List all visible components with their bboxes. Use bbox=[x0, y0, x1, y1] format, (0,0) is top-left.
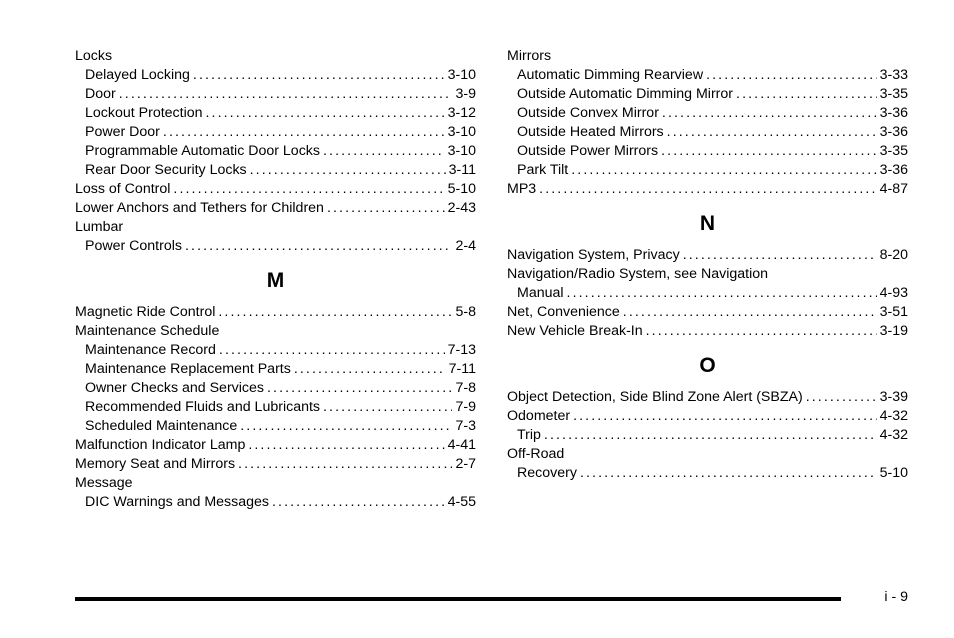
entry-page-ref: 3-19 bbox=[879, 323, 908, 339]
index-entry bbox=[75, 218, 476, 237]
entry-text: Net, Convenience bbox=[507, 304, 620, 320]
entry-text: DIC Warnings and Messages bbox=[85, 494, 269, 510]
entry-page-ref: 7-8 bbox=[455, 380, 476, 396]
index-subentry bbox=[507, 284, 908, 303]
entry-text: Trip bbox=[517, 427, 541, 443]
entry-text: Delayed Locking bbox=[85, 67, 190, 83]
entry-text: Outside Power Mirrors bbox=[517, 143, 659, 159]
index-subentry bbox=[75, 417, 476, 436]
entry-page-ref: 3-11 bbox=[448, 162, 476, 178]
index-subentry bbox=[507, 464, 908, 483]
index-entry bbox=[75, 322, 476, 341]
dot-leader bbox=[267, 379, 452, 398]
index-entry bbox=[75, 303, 476, 322]
index-entry bbox=[507, 388, 908, 407]
entry-text: Power Door bbox=[85, 124, 160, 140]
dot-leader bbox=[294, 360, 446, 379]
dot-leader bbox=[250, 161, 446, 180]
entry-text: Park Tilt bbox=[517, 162, 569, 178]
index-column-left bbox=[75, 47, 476, 512]
entry-text: MP3 bbox=[507, 181, 537, 197]
index-entry bbox=[75, 199, 476, 218]
index-letter-heading: M bbox=[266, 269, 285, 292]
dot-leader bbox=[240, 417, 452, 436]
index-entry bbox=[507, 47, 908, 66]
index-subentry bbox=[507, 426, 908, 445]
entry-page-ref: 2-43 bbox=[447, 200, 476, 216]
index-subentry bbox=[507, 123, 908, 142]
footer-rule bbox=[75, 597, 841, 601]
index-entry bbox=[75, 47, 476, 66]
entry-text: Power Controls bbox=[85, 238, 182, 254]
dot-leader bbox=[323, 398, 452, 417]
index-subentry bbox=[75, 237, 476, 256]
dot-leader bbox=[736, 85, 877, 104]
entry-text: Navigation System, Privacy bbox=[507, 247, 680, 263]
index-group bbox=[507, 246, 908, 341]
dot-leader bbox=[323, 142, 445, 161]
entry-page-ref: 3-33 bbox=[879, 67, 908, 83]
index-entry bbox=[507, 445, 908, 464]
index-subentry bbox=[75, 360, 476, 379]
dot-leader bbox=[806, 388, 877, 407]
dot-leader bbox=[327, 199, 445, 218]
dot-leader bbox=[623, 303, 877, 322]
entry-text: Odometer bbox=[507, 408, 571, 424]
dot-leader bbox=[646, 322, 877, 341]
entry-page-ref: 3-36 bbox=[879, 124, 908, 140]
entry-text: Mirrors bbox=[507, 48, 552, 64]
dot-leader bbox=[272, 493, 445, 512]
dot-leader bbox=[573, 407, 877, 426]
dot-leader bbox=[163, 123, 445, 142]
entry-text: Malfunction Indicator Lamp bbox=[75, 437, 246, 453]
entry-text: Outside Heated Mirrors bbox=[517, 124, 664, 140]
index-letter-heading: O bbox=[699, 354, 716, 377]
index-group bbox=[75, 47, 476, 256]
entry-page-ref: 3-51 bbox=[879, 304, 908, 320]
entry-page-ref: 3-10 bbox=[447, 143, 476, 159]
index-letter-heading: N bbox=[699, 212, 716, 235]
entry-page-ref: 4-32 bbox=[879, 408, 908, 424]
entry-page-ref: 5-10 bbox=[879, 465, 908, 481]
entry-page-ref: 4-87 bbox=[879, 181, 908, 197]
index-entry bbox=[75, 180, 476, 199]
dot-leader bbox=[206, 104, 445, 123]
index-entry bbox=[507, 407, 908, 426]
entry-text: Outside Automatic Dimming Mirror bbox=[517, 86, 734, 102]
index-group bbox=[507, 47, 908, 199]
entry-text: Owner Checks and Services bbox=[85, 380, 264, 396]
entry-page-ref: 7-9 bbox=[455, 399, 476, 415]
entry-text: Maintenance Record bbox=[85, 342, 216, 358]
index-subentry bbox=[75, 85, 476, 104]
entry-page-ref: 3-36 bbox=[879, 162, 908, 178]
index-subentry bbox=[75, 66, 476, 85]
entry-text: Scheduled Maintenance bbox=[85, 418, 238, 434]
index-entry bbox=[507, 265, 908, 284]
dot-leader bbox=[567, 284, 877, 303]
index-subentry bbox=[75, 104, 476, 123]
entry-page-ref: 3-35 bbox=[879, 143, 908, 159]
index-subentry bbox=[507, 85, 908, 104]
index-subentry bbox=[75, 161, 476, 180]
dot-leader bbox=[706, 66, 877, 85]
index-subentry bbox=[75, 493, 476, 512]
index-group bbox=[507, 388, 908, 483]
dot-leader bbox=[193, 66, 445, 85]
entry-text: Lockout Protection bbox=[85, 105, 203, 121]
entry-text: Outside Convex Mirror bbox=[517, 105, 659, 121]
index-entry bbox=[75, 455, 476, 474]
entry-text: Recommended Fluids and Lubricants bbox=[85, 399, 321, 415]
entry-text: Loss of Control bbox=[75, 181, 171, 197]
entry-text: Manual bbox=[517, 285, 564, 301]
entry-page-ref: 3-39 bbox=[879, 389, 908, 405]
index-subentry bbox=[75, 379, 476, 398]
entry-text: Off-Road bbox=[507, 446, 565, 462]
entry-page-ref: 4-93 bbox=[879, 285, 908, 301]
entry-page-ref: 7-3 bbox=[455, 418, 476, 434]
index-group bbox=[75, 303, 476, 512]
index-entry bbox=[507, 246, 908, 265]
entry-text: Automatic Dimming Rearview bbox=[517, 67, 704, 83]
dot-leader bbox=[662, 104, 877, 123]
entry-page-ref: 3-12 bbox=[447, 105, 476, 121]
index-entry bbox=[507, 180, 908, 199]
entry-page-ref: 2-7 bbox=[455, 456, 476, 472]
dot-leader bbox=[539, 180, 876, 199]
dot-leader bbox=[571, 161, 876, 180]
index-entry bbox=[507, 303, 908, 322]
entry-text: Door bbox=[85, 86, 116, 102]
dot-leader bbox=[544, 426, 877, 445]
entry-text: Lumbar bbox=[75, 219, 124, 235]
entry-text: Locks bbox=[75, 48, 113, 64]
dot-leader bbox=[661, 142, 876, 161]
entry-page-ref: 3-35 bbox=[879, 86, 908, 102]
entry-page-ref: 5-10 bbox=[447, 181, 476, 197]
dot-leader bbox=[219, 341, 445, 360]
entry-page-ref: 7-13 bbox=[447, 342, 476, 358]
index-subentry bbox=[75, 341, 476, 360]
entry-text: Memory Seat and Mirrors bbox=[75, 456, 236, 472]
entry-page-ref: 2-4 bbox=[455, 238, 476, 254]
entry-text: Object Detection, Side Blind Zone Alert (SBZA) bbox=[507, 389, 803, 405]
entry-page-ref: 3-9 bbox=[455, 86, 476, 102]
index-subentry bbox=[507, 104, 908, 123]
dot-leader bbox=[667, 123, 877, 142]
dot-leader bbox=[580, 464, 877, 483]
entry-page-ref: 7-11 bbox=[448, 361, 476, 377]
dot-leader bbox=[248, 436, 444, 455]
index-subentry bbox=[75, 123, 476, 142]
dot-leader bbox=[683, 246, 877, 265]
entry-page-ref: 4-55 bbox=[447, 494, 476, 510]
dot-leader bbox=[218, 303, 452, 322]
index-subentry bbox=[507, 161, 908, 180]
entry-text: Rear Door Security Locks bbox=[85, 162, 247, 178]
index-entry bbox=[507, 322, 908, 341]
entry-text: Navigation/Radio System, see Navigation bbox=[507, 266, 769, 282]
dot-leader bbox=[238, 455, 452, 474]
entry-text: Lower Anchors and Tethers for Children bbox=[75, 200, 324, 216]
entry-text: Magnetic Ride Control bbox=[75, 304, 216, 320]
entry-page-ref: 4-41 bbox=[447, 437, 476, 453]
entry-page-ref: 3-10 bbox=[447, 67, 476, 83]
entry-page-ref: 5-8 bbox=[455, 304, 476, 320]
entry-text: New Vehicle Break-In bbox=[507, 323, 643, 339]
index-entry bbox=[75, 436, 476, 455]
index-subentry bbox=[507, 66, 908, 85]
entry-text: Maintenance Replacement Parts bbox=[85, 361, 291, 377]
page-number: i - 9 bbox=[884, 589, 908, 605]
entry-text: Maintenance Schedule bbox=[75, 323, 220, 339]
dot-leader bbox=[119, 85, 453, 104]
index-subentry bbox=[75, 142, 476, 161]
index-column-right bbox=[507, 47, 908, 483]
index-subentry bbox=[507, 142, 908, 161]
dot-leader bbox=[173, 180, 444, 199]
index-entry bbox=[75, 474, 476, 493]
entry-text: Programmable Automatic Door Locks bbox=[85, 143, 320, 159]
entry-text: Recovery bbox=[517, 465, 577, 481]
index-subentry bbox=[75, 398, 476, 417]
dot-leader bbox=[185, 237, 452, 256]
entry-page-ref: 3-36 bbox=[879, 105, 908, 121]
entry-page-ref: 8-20 bbox=[879, 247, 908, 263]
entry-page-ref: 3-10 bbox=[447, 124, 476, 140]
entry-page-ref: 4-32 bbox=[879, 427, 908, 443]
entry-text: Message bbox=[75, 475, 133, 491]
